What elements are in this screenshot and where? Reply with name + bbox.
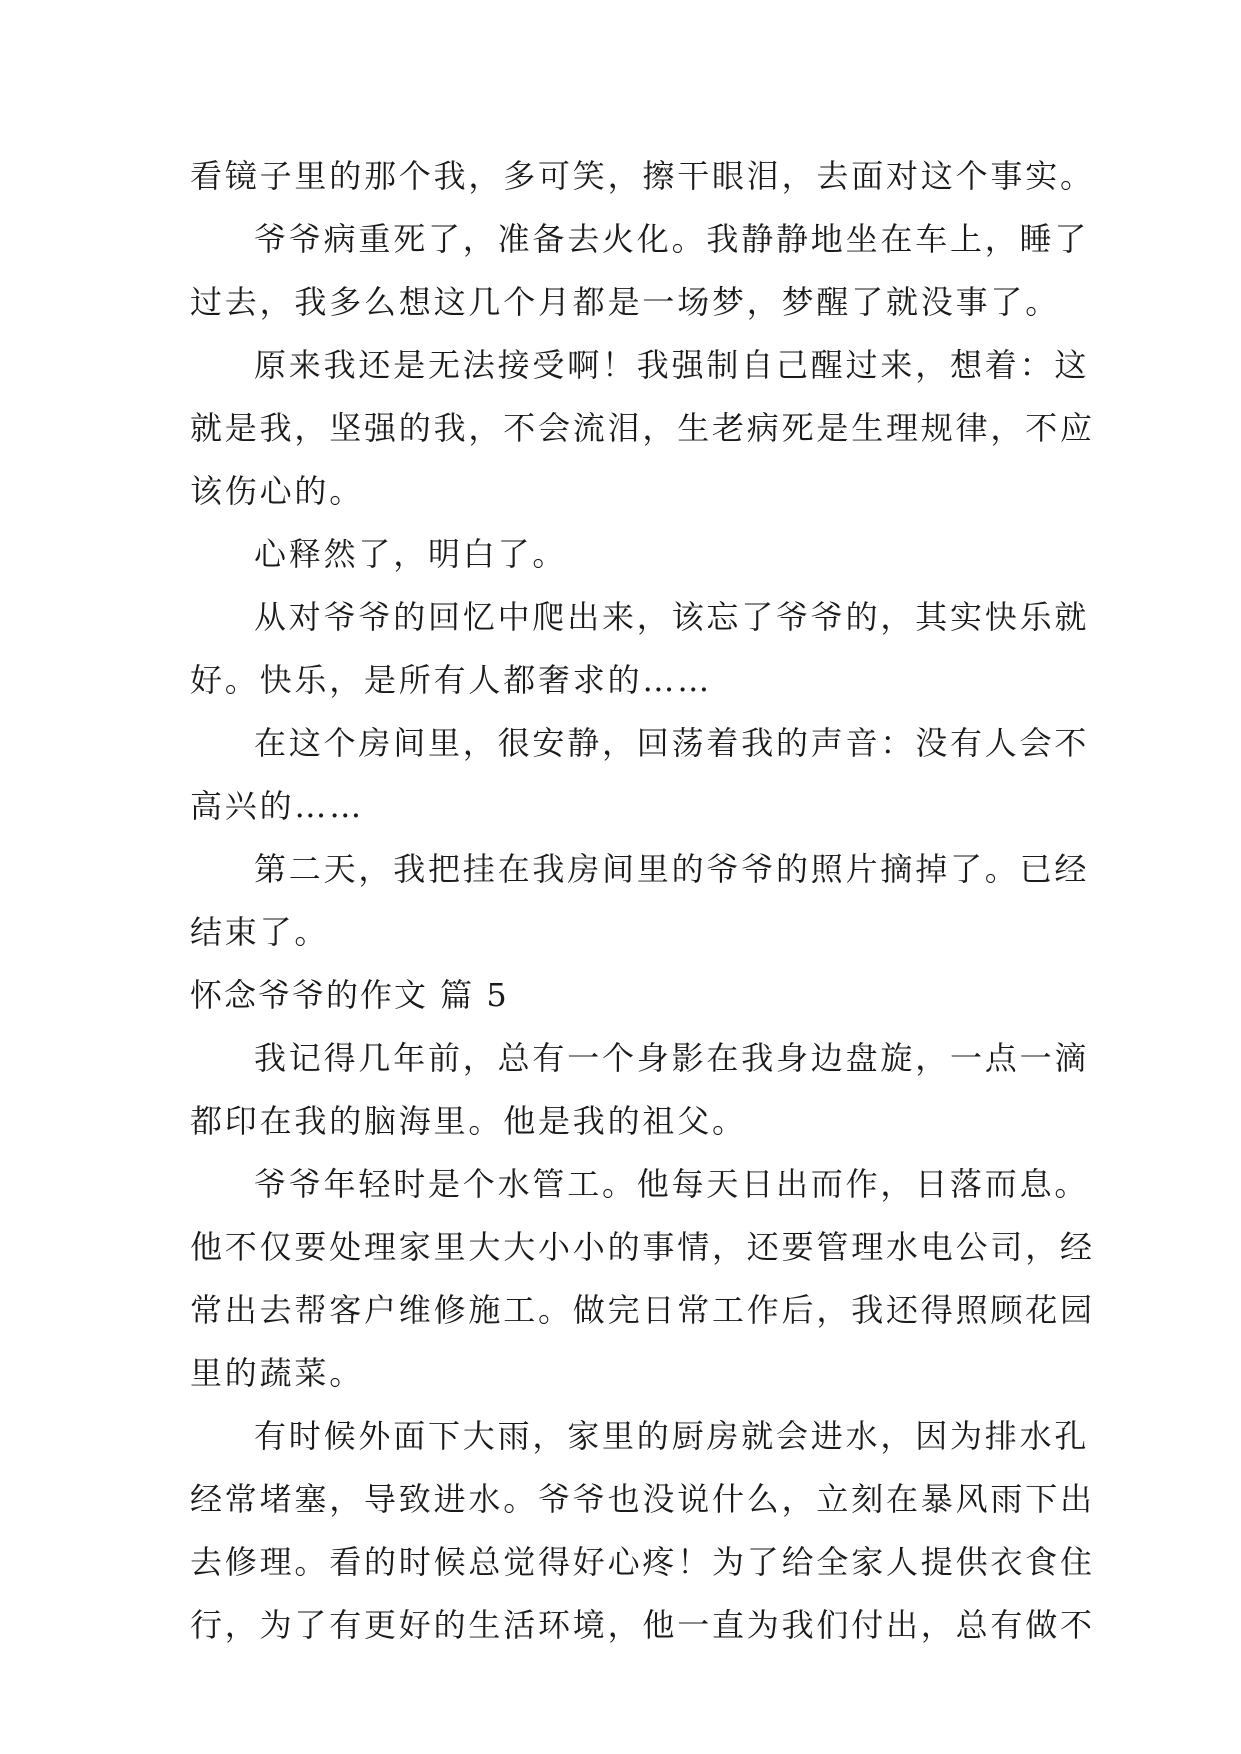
text-line: 行，为了有更好的生活环境，他一直为我们付出，总有做不 [190, 1606, 1095, 1644]
section-heading: 怀念爷爷的作文 篇 5 [190, 976, 509, 1014]
paragraph-start: 在这个房间里，很安静，回荡着我的声音：没有人会不 [254, 724, 1090, 762]
text-line: 结束了。 [190, 913, 330, 951]
essay-body [190, 157, 1095, 1670]
text-line: 里的蔬菜。 [190, 1354, 365, 1392]
paragraph-start: 爷爷年轻时是个水管工。他每天日出而作，日落而息。 [254, 1165, 1090, 1203]
paragraph-start: 原来我还是无法接受啊！我强制自己醒过来，想着：这 [254, 346, 1090, 384]
text-line: 好。快乐，是所有人都奢求的…… [190, 661, 713, 699]
text-line: 经常堵塞，导致进水。爷爷也没说什么，立刻在暴风雨下出 [190, 1480, 1095, 1518]
text-line: 就是我，坚强的我，不会流泪，生老病死是生理规律，不应 [190, 409, 1095, 447]
text-line: 常出去帮客户维修施工。做完日常工作后，我还得照顾花园 [190, 1291, 1095, 1329]
paragraph-start: 第二天，我把挂在我房间里的爷爷的照片摘掉了。已经 [254, 850, 1090, 888]
text-line: 他不仅要处理家里大大小小的事情，还要管理水电公司，经 [190, 1228, 1095, 1266]
paragraph-start: 从对爷爷的回忆中爬出来，该忘了爷爷的，其实快乐就 [254, 598, 1090, 636]
paragraph-start: 有时候外面下大雨，家里的厨房就会进水，因为排水孔 [254, 1417, 1090, 1455]
paragraph-start: 心释然了，明白了。 [254, 535, 568, 573]
text-line: 高兴的…… [190, 787, 365, 825]
paragraph-start: 我记得几年前，总有一个身影在我身边盘旋，一点一滴 [254, 1039, 1090, 1077]
text-line: 都印在我的脑海里。他是我的祖父。 [190, 1102, 747, 1140]
text-line: 该伤心的。 [190, 472, 365, 510]
text-line: 去修理。看的时候总觉得好心疼！为了给全家人提供衣食住 [190, 1543, 1095, 1581]
paragraph-start: 爷爷病重死了，准备去火化。我静静地坐在车上，睡了 [254, 220, 1090, 258]
text-line: 过去，我多么想这几个月都是一场梦，梦醒了就没事了。 [190, 283, 1061, 321]
text-line: 看镜子里的那个我，多可笑，擦干眼泪，去面对这个事实。 [190, 157, 1095, 195]
